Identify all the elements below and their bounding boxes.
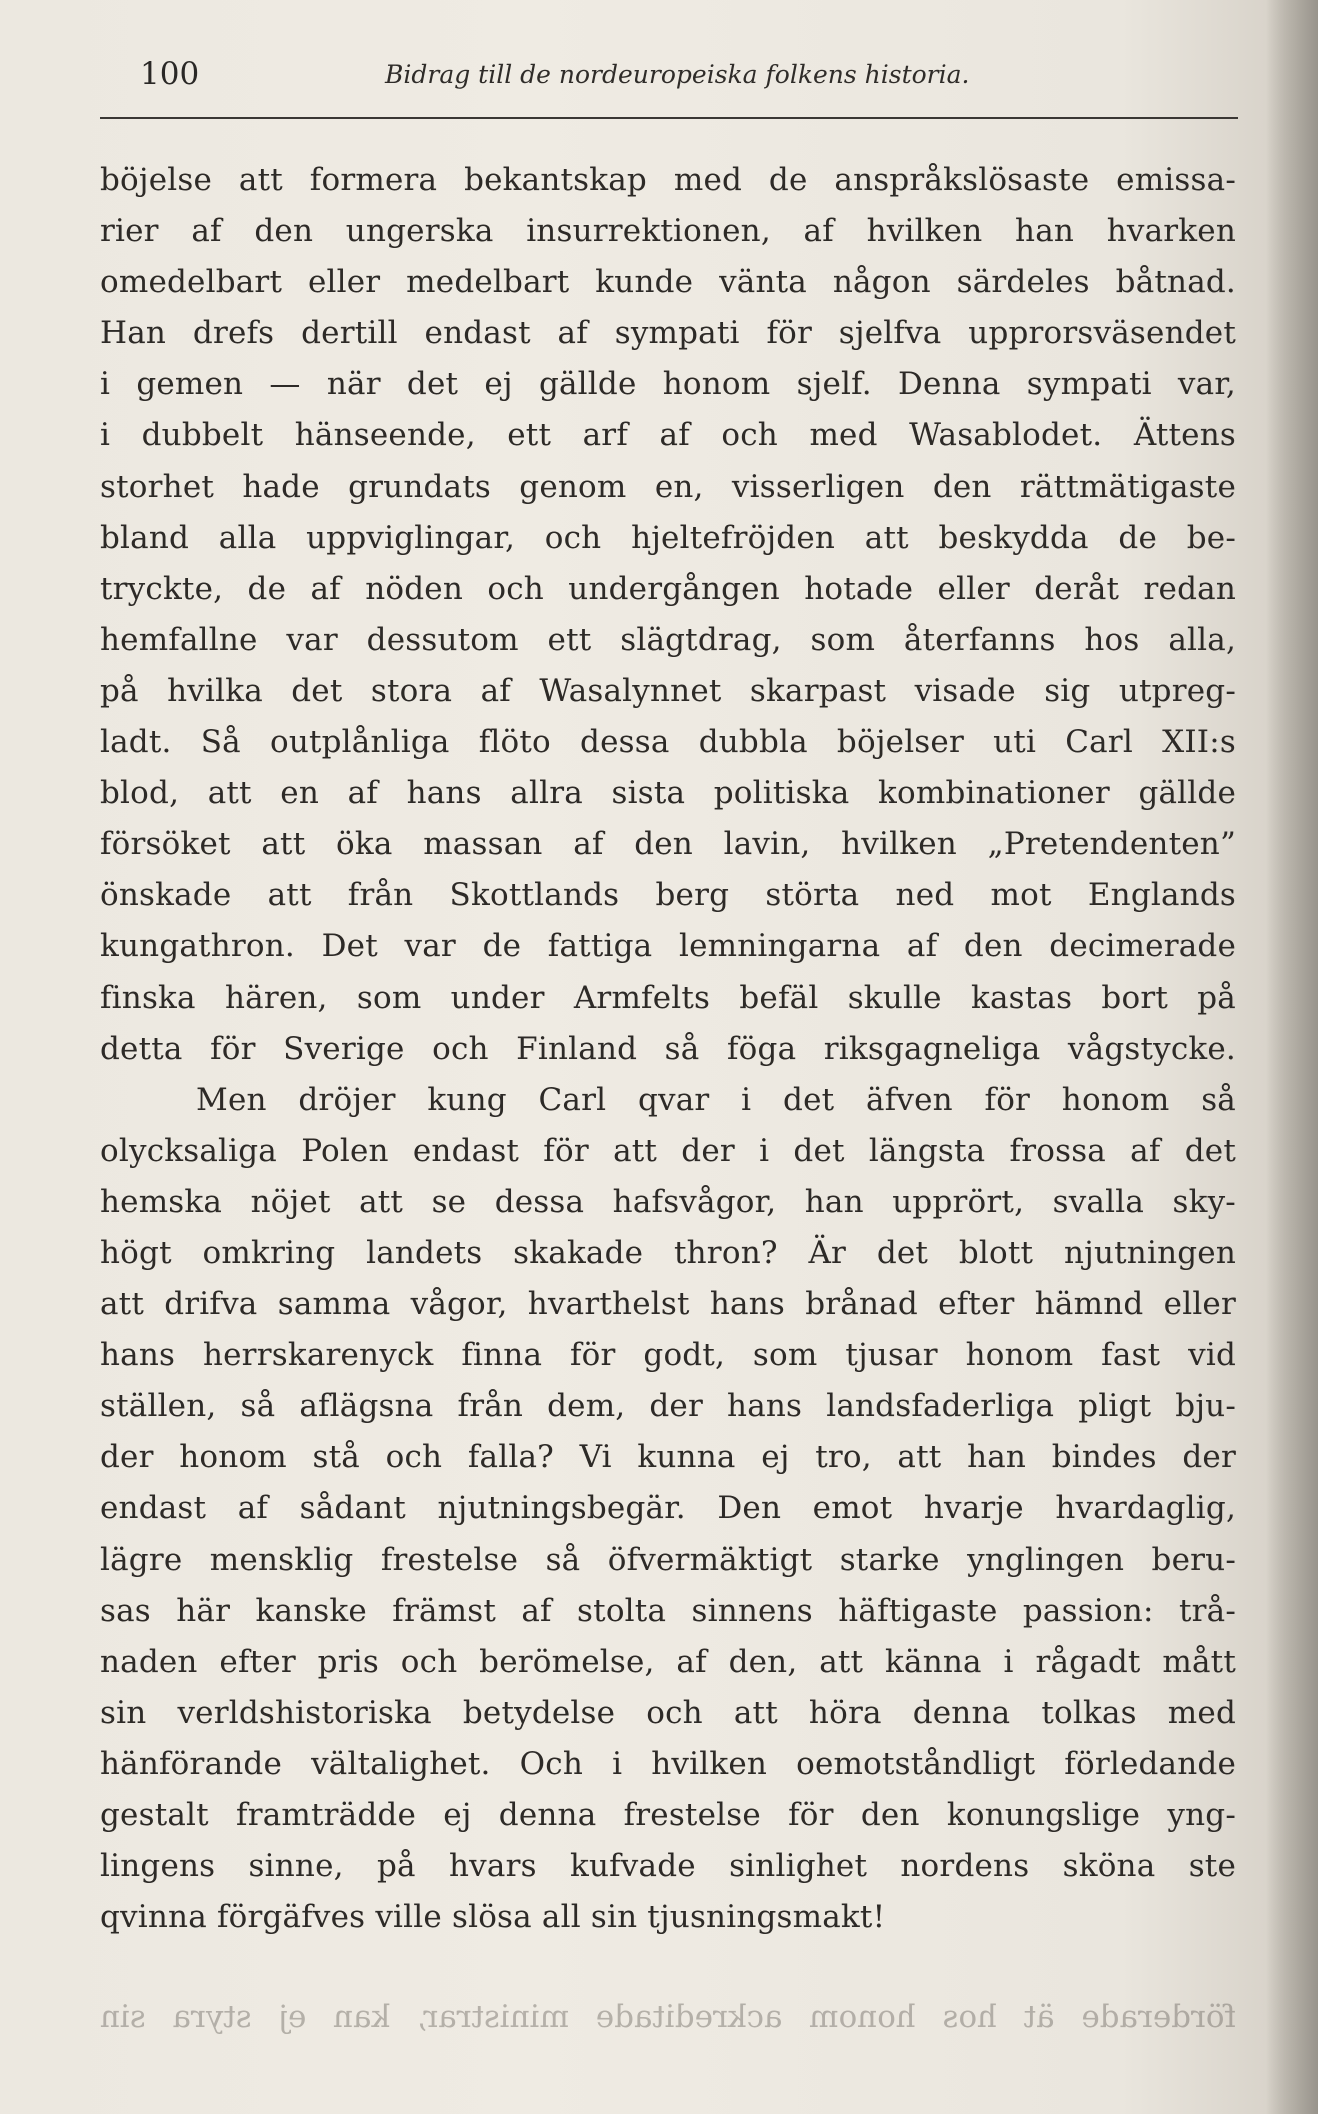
text-line: detta för Sverige och Finland så föga riksgagneliga vågstycke. <box>100 1030 1236 1067</box>
body-text <box>100 155 1236 1943</box>
text-line: ladt. Så outplånliga flöto dessa dubbla böjelser uti Carl XII:s <box>100 724 1236 761</box>
text-line: försöket att öka massan af den lavin, hvilken „Pretendenten” <box>100 826 1236 863</box>
text-line: sin verldshistoriska betydelse och att höra denna tolkas med <box>100 1694 1236 1731</box>
text-line: qvinna förgäfves ville slösa all sin tjusningsmakt! <box>100 1899 886 1936</box>
text-line: hans herrskarenyck finna för godt, som tjusar honom fast vid <box>100 1337 1236 1374</box>
text-line: blod, att en af hans allra sista politiska kombinationer gällde <box>100 775 1236 812</box>
text-line: hemska nöjet att se dessa hafsvågor, han upprört, svalla sky- <box>100 1183 1236 1220</box>
text-line: Han drefs dertill endast af sympati för sjelfva upprorsväsendet <box>100 315 1236 352</box>
text-line: i dubbelt hänseende, ett arf af och med Wasablodet. Ättens <box>100 417 1236 454</box>
text-line: storhet hade grundats genom en, visserligen den rättmätigaste <box>100 468 1236 505</box>
text-line: tryckte, de af nöden och undergången hotade eller deråt redan <box>100 570 1236 607</box>
header-rule <box>100 117 1238 119</box>
text-line: att drifva samma vågor, hvarthelst hans brånad efter hämnd eller <box>100 1286 1236 1323</box>
text-line: rier af den ungerska insurrektionen, af hvilken han hvarken <box>100 213 1236 250</box>
text-line: endast af sådant njutningsbegär. Den emot hvarje hvardaglig, <box>100 1490 1236 1527</box>
text-line: lägre mensklig frestelse så öfvermäktigt starke ynglingen beru- <box>100 1541 1236 1578</box>
text-line: lingens sinne, på hvars kufvade sinlighet nordens sköna ste <box>100 1848 1236 1885</box>
text-line: kungathron. Det var de fattiga lemningarna af den decimerade <box>100 928 1236 965</box>
page-edge-shadow <box>1266 0 1318 2114</box>
page-number: 100 <box>140 56 200 92</box>
text-line: der honom stå och falla? Vi kunna ej tro, att han bindes der <box>100 1439 1236 1476</box>
text-line: finska hären, som under Armfelts befäl skulle kastas bort på <box>100 979 1236 1016</box>
text-line: hänförande vältalighet. Och i hvilken oemotståndligt förledande <box>100 1745 1236 1782</box>
text-line: böjelse att formera bekantskap med de anspråkslösaste emissa- <box>100 162 1236 198</box>
text-line: sas här kanske främst af stolta sinnens häftigaste passion: trå- <box>100 1592 1236 1629</box>
text-line: i gemen — när det ej gällde honom sjelf. Denna sympati var, <box>100 366 1236 403</box>
text-line: Men dröjer kung Carl qvar i det äfven för honom så <box>196 1081 1236 1118</box>
text-line: bland alla uppviglingar, och hjeltefröjden att beskydda de be- <box>100 519 1236 556</box>
text-line: ställen, så aflägsna från dem, der hans landsfaderliga pligt bju- <box>100 1388 1236 1425</box>
running-head: Bidrag till de nordeuropeiska folkens historia. <box>385 60 970 89</box>
text-line: olycksaliga Polen endast för att der i det längsta frossa af det <box>100 1132 1236 1169</box>
text-line: på hvilka det stora af Wasalynnet skarpast visade sig utpreg- <box>100 672 1236 709</box>
text-line: naden efter pris och berömelse, af den, att känna i rågadt mått <box>100 1643 1236 1680</box>
text-line: önskade att från Skottlands berg störta ned mot Englands <box>100 877 1236 914</box>
text-line: högt omkring landets skakade thron? Är det blott njutningen <box>100 1234 1236 1271</box>
bleed-through-text: förderade ät hos honom ackreditade ministrar, kan ej styra sin <box>100 1999 1236 2035</box>
text-line: hemfallne var dessutom ett slägtdrag, som återfanns hos alla, <box>100 621 1236 658</box>
page-header <box>100 48 1240 98</box>
text-line: gestalt framträdde ej denna frestelse för den konungslige yng- <box>100 1797 1236 1833</box>
text-line: omedelbart eller medelbart kunde vänta någon särdeles båtnad. <box>100 264 1236 301</box>
